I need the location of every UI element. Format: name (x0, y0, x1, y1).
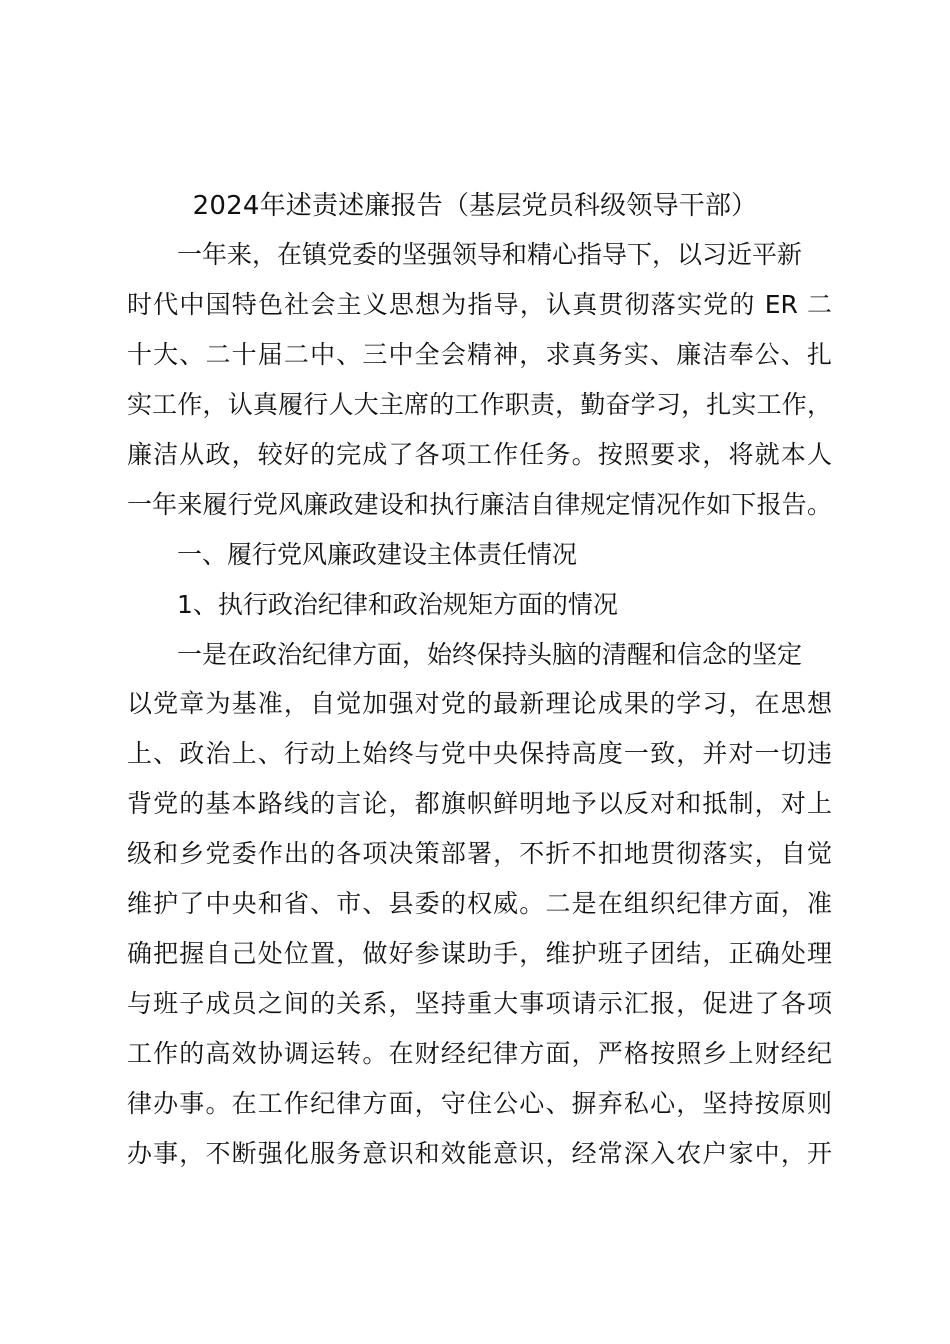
paragraph-line: 工作的高效协调运转。在财经纪律方面，严格按照乡上财经纪 (127, 1039, 832, 1068)
paragraph-line: 背党的基本路线的言论，都旗帜鲜明地予以反对和抵制，对上 (127, 789, 832, 818)
paragraph-line: 办事，不断强化服务意识和效能意识，经常深入农户家中，开 (127, 1139, 832, 1168)
paragraph-line: 十大、二十届二中、三中全会精神，求真务实、廉洁奉公、扎 (127, 340, 832, 369)
paragraph-line: 上、政治上、行动上始终与党中央保持高度一致，并对一切违 (127, 739, 832, 768)
paragraph-line: 级和乡党委作出的各项决策部署，不折不扣地贯彻落实，自觉 (127, 839, 832, 868)
paragraph-line: 维护了中央和省、市、县委的权威。二是在组织纪律方面，准 (127, 889, 832, 918)
section-heading: 一、履行党风廉政建设主体责任情况 (177, 540, 578, 569)
paragraph-line: 与班子成员之间的关系，坚持重大事项请示汇报，促进了各项 (127, 989, 832, 1018)
paragraph-line: 实工作，认真履行人大主席的工作职责，勤奋学习，扎实工作， (127, 390, 832, 419)
paragraph-line: 一年来，在镇党委的坚强领导和精心指导下，以习近平新 (177, 240, 803, 269)
paragraph-line: 确把握自己处位置，做好参谋助手，维护班子团结，正确处理 (127, 939, 832, 968)
paragraph-line: 以党章为基准，自觉加强对党的最新理论成果的学习，在思想 (127, 689, 832, 718)
paragraph-line: 廉洁从政，较好的完成了各项工作任务。按照要求，将就本人 (127, 440, 832, 469)
paragraph-line: 律办事。在工作纪律方面，守住公心、摒弃私心，坚持按原则 (127, 1089, 832, 1118)
subsection-heading: 1、执行政治纪律和政治规矩方面的情况 (177, 590, 618, 619)
paragraph-line: 时代中国特色社会主义思想为指导，认真贯彻落实党的 ER 二 (127, 290, 832, 319)
document-title: 2024年述责述廉报告（基层党员科级领导干部） (192, 191, 758, 221)
paragraph-line: 一是在政治纪律方面，始终保持头脑的清醒和信念的坚定 (177, 640, 803, 669)
paragraph-line: 一年来履行党风廉政建设和执行廉洁自律规定情况作如下报告。 (127, 490, 832, 519)
